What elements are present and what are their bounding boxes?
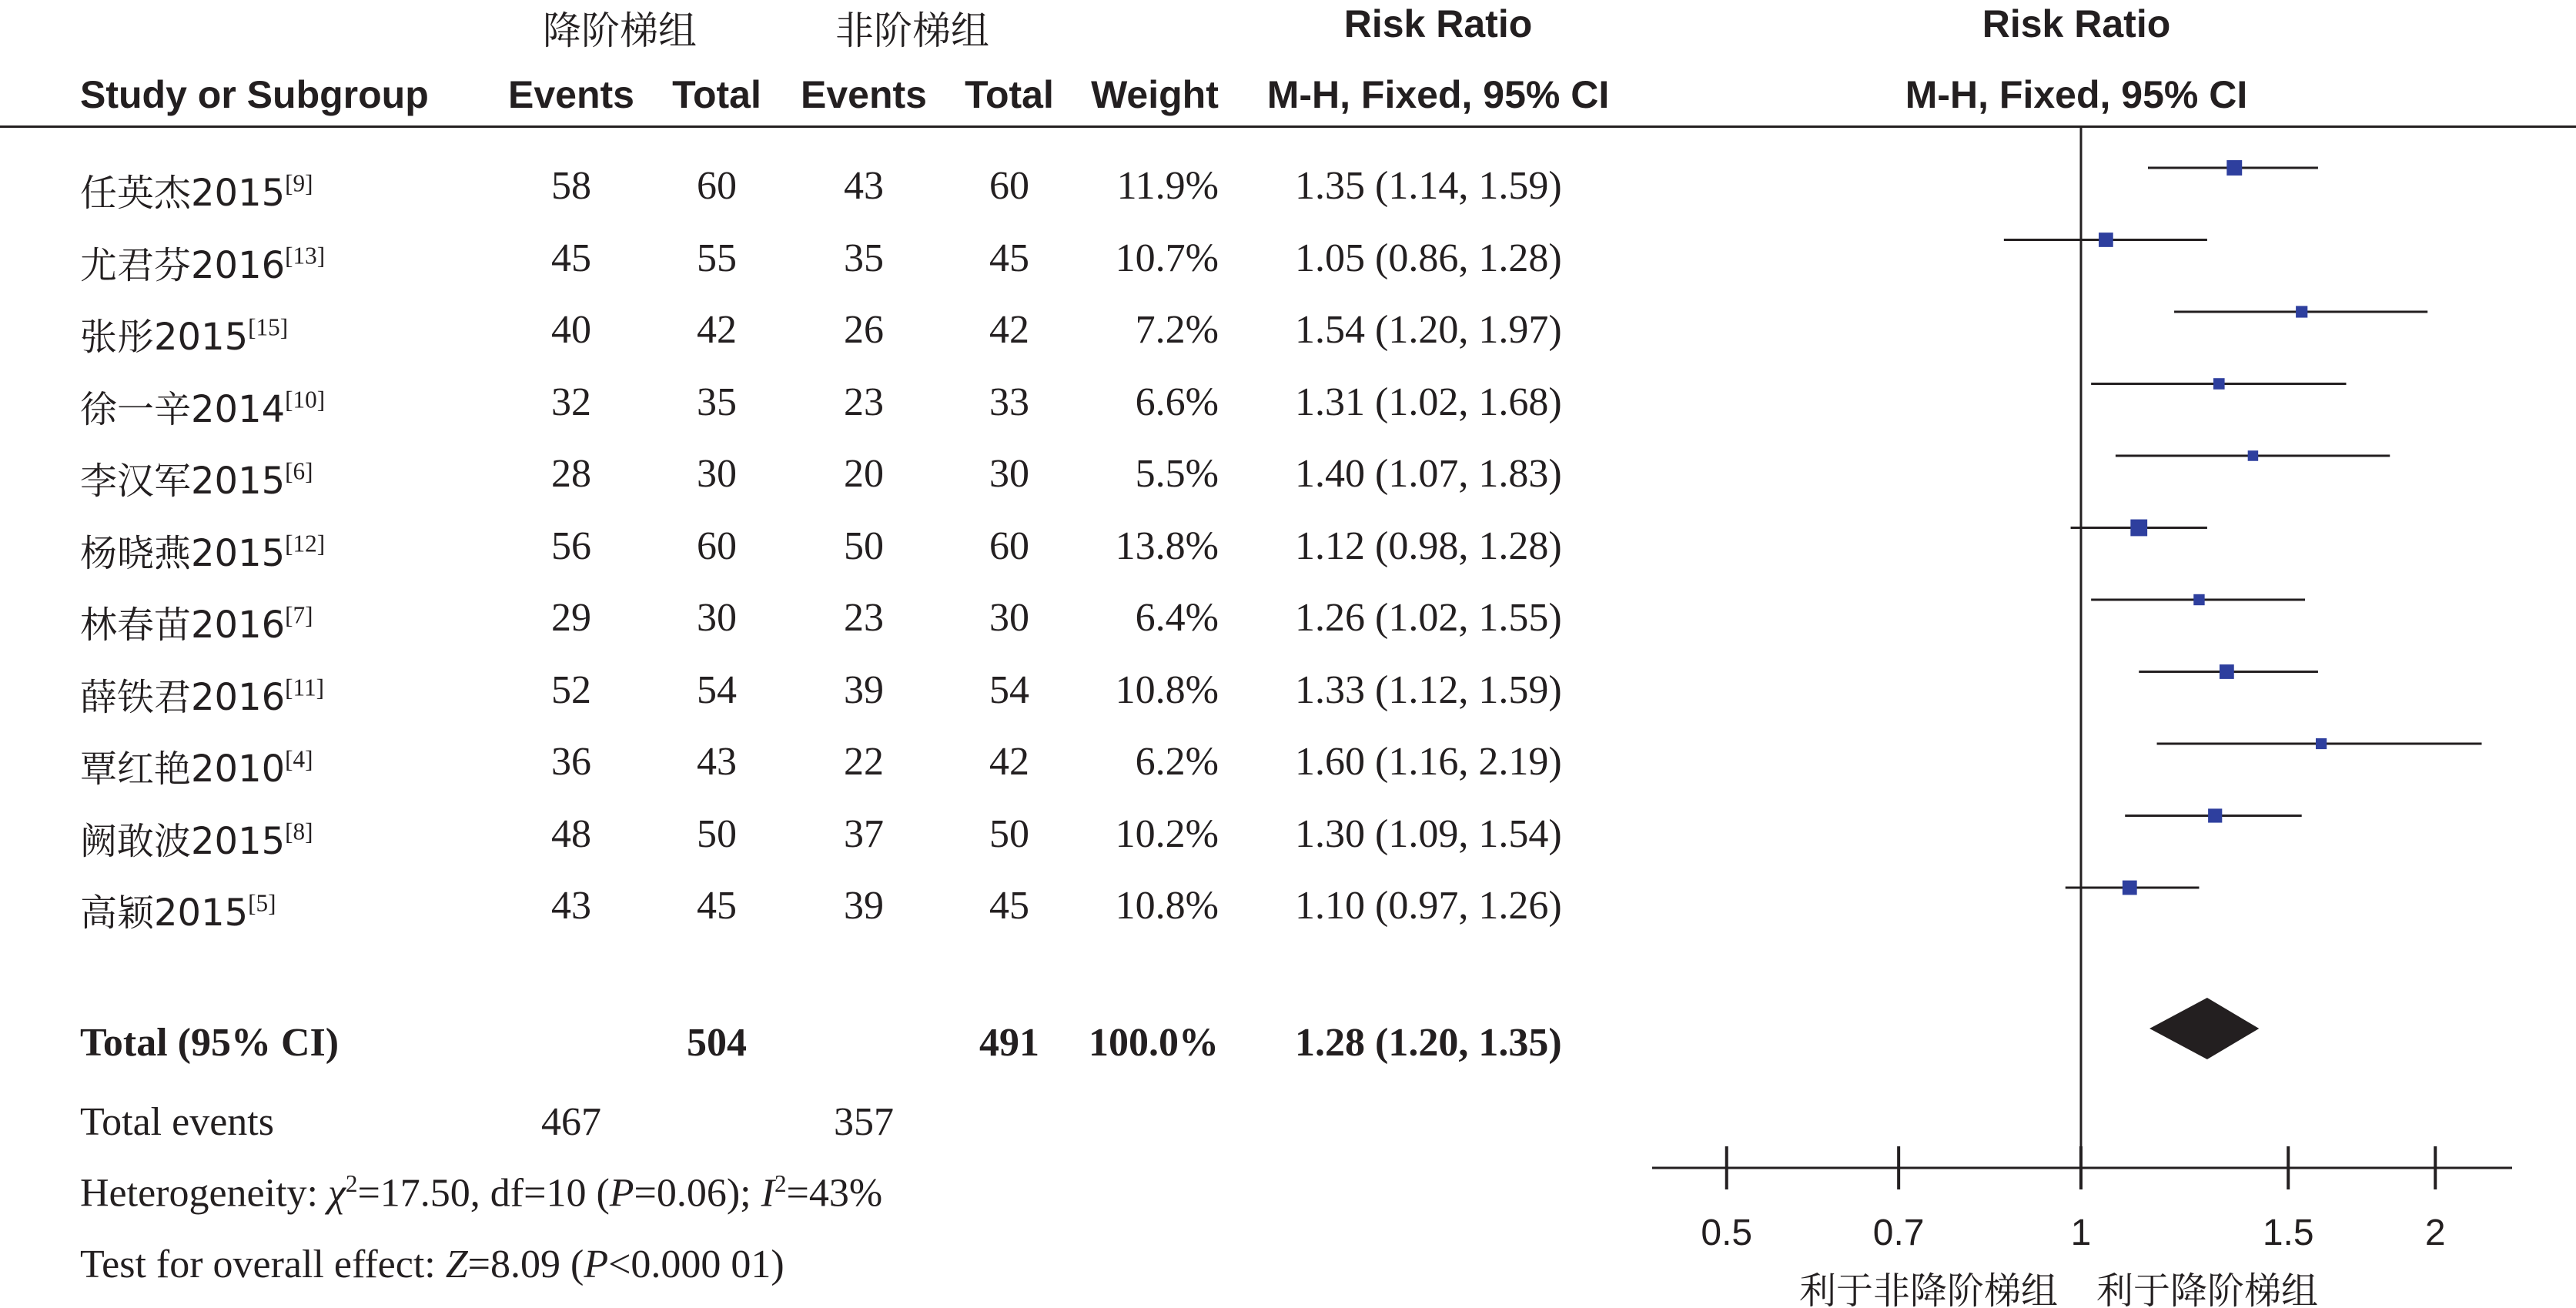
study-reference: [15] bbox=[248, 313, 289, 341]
events-treatment: 43 bbox=[551, 884, 591, 928]
total-n2: 491 bbox=[979, 1021, 1039, 1065]
study-ci: 1.33 (1.12, 1.59) bbox=[1295, 667, 1562, 712]
total-treatment: 42 bbox=[697, 308, 737, 352]
study-label: 张彤2015 bbox=[80, 316, 249, 359]
study-reference: [9] bbox=[285, 169, 313, 197]
study-weight: 10.7% bbox=[1115, 236, 1219, 280]
study-weight: 5.5% bbox=[1135, 452, 1219, 496]
study-weight: 7.2% bbox=[1135, 308, 1219, 352]
total1-header: Total bbox=[672, 73, 761, 116]
point-estimates bbox=[2099, 160, 2327, 895]
events-treatment: 58 bbox=[551, 164, 591, 208]
study-weight: 11.9% bbox=[1116, 164, 1219, 208]
summary-diamond bbox=[2149, 998, 2259, 1059]
total-treatment: 30 bbox=[697, 596, 737, 640]
total-label: Total (95% CI) bbox=[80, 1021, 340, 1065]
total-treatment: 35 bbox=[697, 380, 737, 424]
total2-header: Total bbox=[965, 73, 1054, 116]
total-treatment: 60 bbox=[697, 524, 737, 568]
study-reference: [13] bbox=[285, 242, 326, 269]
study-ci: 1.10 (0.97, 1.26) bbox=[1295, 884, 1562, 928]
study-reference: [10] bbox=[285, 386, 326, 413]
total-treatment: 45 bbox=[697, 884, 737, 928]
x-tick-label: 0.5 bbox=[1701, 1213, 1753, 1253]
total-control: 45 bbox=[989, 236, 1029, 280]
total-treatment: 50 bbox=[697, 811, 737, 856]
study-ci: 1.35 (1.14, 1.59) bbox=[1295, 164, 1562, 208]
study-label: 薛铁君2016 bbox=[80, 675, 286, 719]
point-marker bbox=[2248, 450, 2259, 461]
x-tick-label: 1.5 bbox=[2262, 1213, 2314, 1253]
point-marker bbox=[2208, 808, 2222, 822]
events-control: 26 bbox=[844, 308, 884, 352]
overall-effect-line: Test for overall effect: Z=8.09 (P<0.000 01) bbox=[80, 1243, 785, 1286]
total-control: 50 bbox=[989, 811, 1029, 856]
point-marker bbox=[2296, 306, 2307, 317]
heterogeneity-line: Heterogeneity: $\chi^2=17.50$, df=10 (P=0.06); $I^2=43\%$ bbox=[80, 1170, 883, 1216]
favours-treatment-caption: 利于降阶梯组 bbox=[2096, 1270, 2319, 1308]
events2-header: Events bbox=[801, 73, 927, 116]
total-control: 60 bbox=[989, 164, 1029, 208]
study-label: 高颖2015 bbox=[80, 892, 249, 935]
study-label: 尤君芬2016 bbox=[80, 243, 286, 287]
study-ci: 1.26 (1.02, 1.55) bbox=[1295, 596, 1562, 640]
total-events-2: 357 bbox=[834, 1100, 894, 1144]
events-treatment: 45 bbox=[551, 236, 591, 280]
study-label: 阙敢波2015 bbox=[80, 819, 286, 863]
events-control: 20 bbox=[844, 452, 884, 496]
x-tick-label: 0.7 bbox=[1872, 1213, 1925, 1253]
study-label: 覃红艳2010 bbox=[80, 748, 286, 791]
rr-title-table: Risk Ratio bbox=[1343, 2, 1533, 45]
study-ci: 1.60 (1.16, 2.19) bbox=[1295, 740, 1562, 784]
study-reference: [4] bbox=[285, 745, 313, 773]
study-reference: [11] bbox=[285, 674, 324, 701]
study-ci: 1.30 (1.09, 1.54) bbox=[1295, 811, 1562, 856]
total-events-1: 467 bbox=[541, 1100, 601, 1144]
study-label: 徐一辛2014 bbox=[80, 387, 286, 431]
study-label: 李汉军2015 bbox=[80, 460, 286, 503]
events-treatment: 32 bbox=[551, 380, 591, 424]
study-ci: 1.40 (1.07, 1.83) bbox=[1295, 452, 1562, 496]
events-control: 50 bbox=[844, 524, 884, 568]
total-treatment: 43 bbox=[697, 740, 737, 784]
favours-control-caption: 利于非降阶梯组 bbox=[1798, 1270, 2058, 1308]
events-control: 22 bbox=[844, 740, 884, 784]
point-marker bbox=[2226, 160, 2242, 176]
events-treatment: 56 bbox=[551, 524, 591, 568]
events-control: 35 bbox=[844, 236, 884, 280]
total-weight: 100.0% bbox=[1089, 1021, 1219, 1065]
total-treatment: 60 bbox=[697, 164, 737, 208]
group1-header: 降阶梯组 bbox=[543, 8, 697, 53]
point-marker bbox=[2130, 520, 2147, 537]
study-label: 任英杰2015 bbox=[80, 172, 286, 215]
events1-header: Events bbox=[508, 73, 634, 116]
point-marker bbox=[2213, 378, 2225, 390]
total-treatment: 55 bbox=[697, 236, 737, 280]
study-weight: 10.8% bbox=[1115, 667, 1219, 712]
x-tick-label: 2 bbox=[2424, 1213, 2446, 1253]
events-treatment: 36 bbox=[551, 740, 591, 784]
study-reference: [7] bbox=[285, 601, 313, 629]
study-label: 杨晓燕2015 bbox=[80, 531, 286, 575]
point-marker bbox=[2123, 881, 2137, 895]
point-marker bbox=[2220, 664, 2234, 679]
weight-header: Weight bbox=[1091, 73, 1219, 116]
total-control: 60 bbox=[989, 524, 1029, 568]
events-treatment: 52 bbox=[551, 667, 591, 712]
study-reference: [12] bbox=[285, 530, 326, 557]
study-weight: 6.2% bbox=[1135, 740, 1219, 784]
events-control: 23 bbox=[844, 596, 884, 640]
total-ci: 1.28 (1.20, 1.35) bbox=[1295, 1021, 1562, 1065]
x-axis-ticks bbox=[1701, 1146, 2445, 1253]
method-header: M-H, Fixed, 95% CI bbox=[1266, 73, 1610, 116]
point-marker bbox=[2193, 594, 2204, 605]
x-tick-label: 1 bbox=[2070, 1213, 2092, 1253]
events-control: 39 bbox=[844, 667, 884, 712]
rr-title-plot: Risk Ratio bbox=[1982, 2, 2171, 45]
events-control: 43 bbox=[844, 164, 884, 208]
study-reference: [6] bbox=[285, 457, 313, 485]
events-treatment: 40 bbox=[551, 308, 591, 352]
study-weight: 10.2% bbox=[1115, 811, 1219, 856]
study-ci: 1.31 (1.02, 1.68) bbox=[1295, 380, 1562, 424]
point-marker bbox=[2099, 232, 2113, 247]
confidence-intervals bbox=[2004, 168, 2482, 888]
study-weight: 6.6% bbox=[1135, 380, 1219, 424]
study-reference: [5] bbox=[248, 889, 276, 917]
events-treatment: 29 bbox=[551, 596, 591, 640]
events-control: 37 bbox=[844, 811, 884, 856]
total-control: 30 bbox=[989, 596, 1029, 640]
study-weight: 13.8% bbox=[1115, 524, 1219, 568]
group2-header: 非阶梯组 bbox=[835, 8, 989, 53]
total-control: 42 bbox=[989, 308, 1029, 352]
study-reference: [8] bbox=[285, 818, 313, 845]
study-ci: 1.54 (1.20, 1.97) bbox=[1295, 308, 1562, 352]
total-control: 30 bbox=[989, 452, 1029, 496]
total-control: 54 bbox=[989, 667, 1029, 712]
study-weight: 6.4% bbox=[1135, 596, 1219, 640]
study-ci: 1.12 (0.98, 1.28) bbox=[1295, 524, 1562, 568]
study-column-header: Study or Subgroup bbox=[80, 73, 429, 116]
plot-method-header: M-H, Fixed, 95% CI bbox=[1905, 73, 2248, 116]
total-control: 45 bbox=[989, 884, 1029, 928]
study-label: 林春苗2016 bbox=[80, 604, 286, 647]
total-treatment: 54 bbox=[697, 667, 737, 712]
total-treatment: 30 bbox=[697, 452, 737, 496]
study-ci: 1.05 (0.86, 1.28) bbox=[1295, 236, 1562, 280]
events-treatment: 28 bbox=[551, 452, 591, 496]
total-control: 33 bbox=[989, 380, 1029, 424]
events-treatment: 48 bbox=[551, 811, 591, 856]
point-marker bbox=[2316, 738, 2327, 749]
total-control: 42 bbox=[989, 740, 1029, 784]
events-control: 39 bbox=[844, 884, 884, 928]
events-control: 23 bbox=[844, 380, 884, 424]
total-n1: 504 bbox=[687, 1021, 747, 1065]
total-events-label: Total events bbox=[80, 1100, 274, 1144]
study-weight: 10.8% bbox=[1115, 884, 1219, 928]
